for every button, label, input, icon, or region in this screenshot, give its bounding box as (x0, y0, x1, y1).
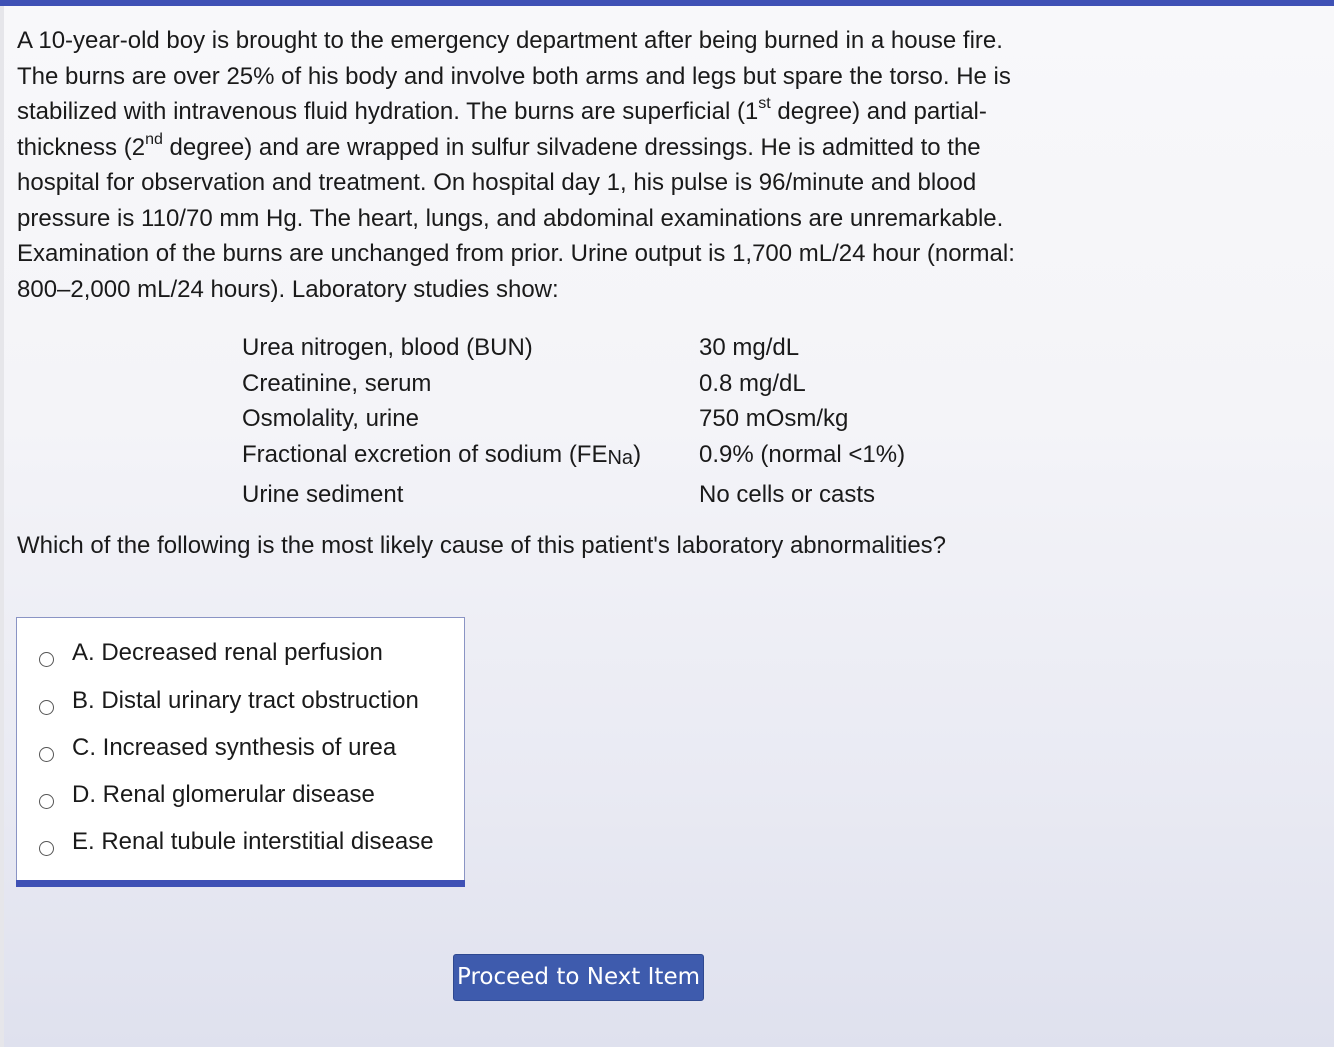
lab-name (242, 437, 641, 475)
stem-text-part-2: degree) and partial-thickness (2 (17, 98, 987, 161)
lab-value: No cells or casts (699, 480, 876, 508)
stem-superscript-2: nd (145, 130, 163, 148)
answer-choice-a[interactable] (17, 618, 464, 665)
lab-name-subscript: Na (607, 446, 634, 469)
answer-choice-e[interactable] (17, 807, 464, 854)
question-prompt: Which of the following is the most likely cause of this patient's laboratory abnormalities? (17, 532, 947, 559)
answer-choices-panel (16, 617, 465, 880)
lab-name-text: Fractional excretion of sodium (FE (242, 440, 608, 468)
choice-label[interactable]: B. Distal urinary tract obstruction (72, 687, 419, 714)
lab-value: 0.8 mg/dL (699, 369, 806, 397)
lab-name: Urea nitrogen, blood (BUN) (242, 334, 533, 361)
lab-value: 30 mg/dL (699, 334, 800, 361)
answer-choice-b[interactable] (17, 666, 464, 713)
lab-value: 750 mOsm/kg (699, 405, 849, 432)
choice-label[interactable]: A. Decreased renal perfusion (72, 639, 383, 666)
stem-text-part-3: degree) and are wrapped in sulfur silvadene dressings. He is admitted to the hospital for observation and treatment. On hospital day 1, his pulse is 96/minute and blood pressure is 110/70 mm Hg. The heart, lungs, and abdominal examinations are unremarkable. Examination of the burns are unchanged from prior. Urine output is 1,700 mL/24 hour (normal: 800–2,000 mL/24 hours). Laboratory studies show: (17, 133, 1015, 303)
lab-name: Osmolality, urine (242, 405, 419, 432)
lab-name: Urine sediment (242, 480, 404, 508)
question-stem (17, 23, 1037, 307)
stem-text-part-1: A 10-year-old boy is brought to the emergency department after being burned in a house fire. The burns are over 25% of his body and involve both arms and legs but spare the torso. He is stabilized with intravenous fluid hydration. The burns are superficial (1 (17, 27, 1011, 125)
stem-superscript-1: st (758, 95, 771, 112)
answer-panel-bottom-bar (16, 880, 465, 887)
answer-choice-c[interactable] (17, 713, 464, 760)
radio-button[interactable] (39, 652, 54, 667)
lab-value: 0.9% (normal <1%) (699, 440, 906, 468)
top-accent-bar (0, 0, 1334, 6)
lab-name-tail: ) (633, 440, 642, 468)
radio-button[interactable] (39, 841, 54, 856)
choice-label[interactable]: D. Renal glomerular disease (72, 781, 375, 808)
left-edge-divider (0, 6, 4, 1047)
choice-label[interactable]: E. Renal tubule interstitial disease (72, 828, 434, 855)
lab-name: Creatinine, serum (242, 369, 432, 397)
answer-choice-d[interactable] (17, 760, 464, 807)
proceed-to-next-item-button[interactable]: Proceed to Next Item (453, 954, 704, 1001)
choice-label[interactable]: C. Increased synthesis of urea (72, 734, 397, 761)
